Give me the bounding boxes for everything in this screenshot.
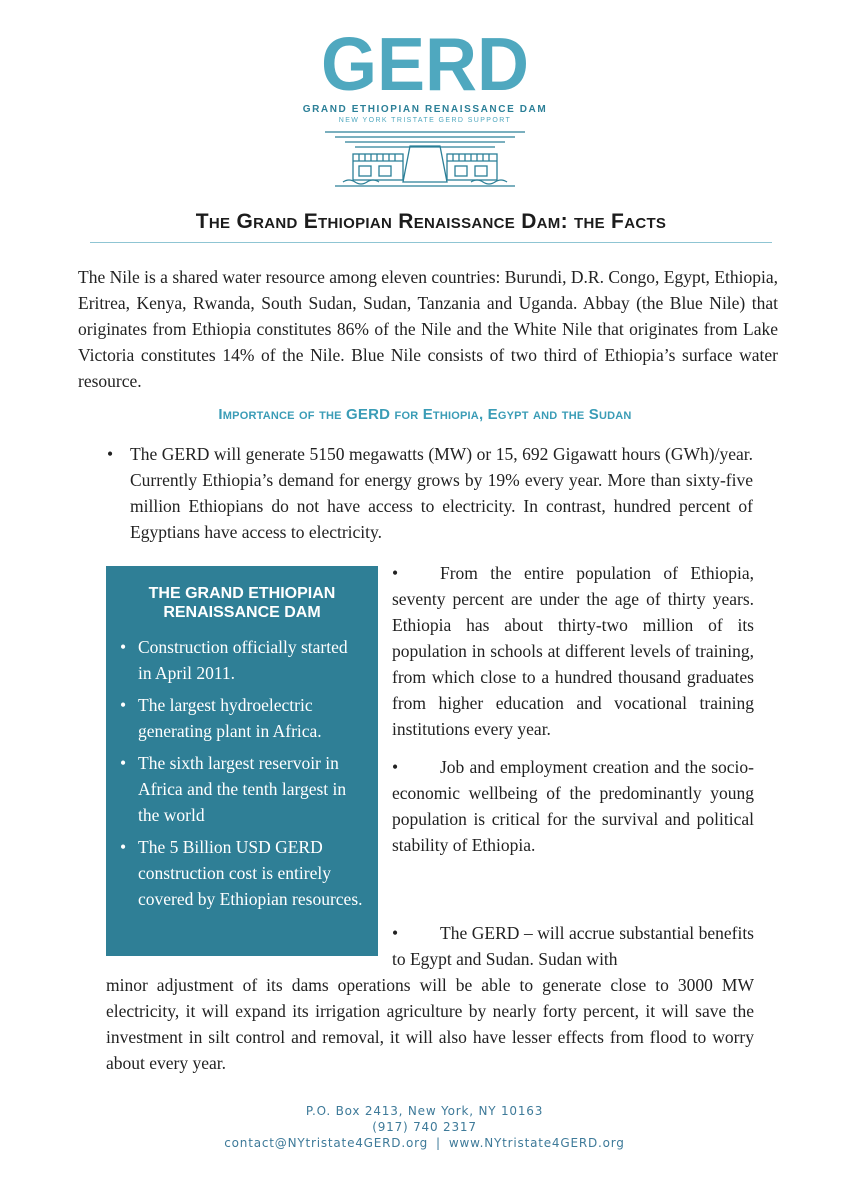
jobs-bullet-text: Job and employment creation and the socio-economic wellbeing of the predominantly young population is critical for the survival and political stability of Ethiopia. (392, 757, 754, 855)
footer-links (0, 1135, 849, 1151)
logo-subtitle: GRAND ETHIOPIAN RENAISSANCE DAM (302, 104, 548, 115)
callout-item: • The 5 Billion USD GERD construction cost is entirely covered by Ethiopian resources. (120, 834, 364, 912)
callout-item: • The sixth largest reservoir in Africa and the tenth largest in the world (120, 750, 364, 828)
bullet-icon: • (120, 753, 127, 773)
callout-item: • The largest hydroelectric generating plant in Africa. (120, 692, 364, 744)
footer-phone: (917) 740 2317 (372, 1120, 477, 1134)
population-bullet (392, 560, 754, 742)
gerd-facts-callout (106, 566, 378, 956)
benefits-bullet (392, 920, 754, 972)
callout-title: THE GRAND ETHIOPIAN RENAISSANCE DAM (148, 585, 336, 621)
intro-paragraph: The Nile is a shared water resource among eleven countries: Burundi, D.R. Congo, Egypt, Ethiopia, Eritrea, Kenya, Rwanda, South Sudan, Sudan, Tanzania and Uganda. Abbay (the Blue Nile) that originates from Ethiopia constitutes 86% of the Nile and the White Nile that originates from Lake Victoria constitutes 14% of the Nile. Blue Nile consists of two third of Ethiopia’s surface water resource. (78, 267, 778, 391)
footer-website[interactable]: www.NYtristate4GERD.org (448, 1136, 625, 1150)
bullet-icon: • (120, 837, 127, 857)
bullet-icon: • (120, 637, 127, 657)
footer-contact (0, 1103, 849, 1151)
logo-wordmark: GERD (320, 23, 530, 107)
section-heading: Importance of the GERD for Ethiopia, Egypt and the Sudan (218, 406, 632, 423)
energy-bullet-text: The GERD will generate 5150 megawatts (MW) or 15, 692 Gigawatt hours (GWh)/year. Currently Ethiopia’s demand for energy grows by 19% every year. More than sixty-five million Ethiopians do not have access to electricity. In contrast, hundred percent of Egyptians have access to electricity. (130, 444, 753, 542)
population-bullet-text: From the entire population of Ethiopia, seventy percent are under the age of thirty years. Ethiopia has about thirty-two million of its population in schools at different levels of training, from which close to a hundred thousand graduates from higher education and vocational training institutions every year. (392, 563, 754, 739)
footer-address: P.O. Box 2413, New York, NY 10163 (305, 1104, 544, 1118)
footer-email[interactable]: contact@NYtristate4GERD.org (224, 1136, 429, 1150)
gerd-logo (300, 23, 550, 190)
callout-item: • Construction officially started in April 2011. (120, 634, 364, 686)
jobs-bullet (392, 754, 754, 858)
benefits-bullet-start: The GERD – will accrue substantial benefits to Egypt and Sudan. Sudan with (392, 923, 754, 969)
logo-tagline: NEW YORK TRISTATE GERD SUPPORT (338, 117, 512, 124)
title-divider (90, 242, 772, 243)
bullet-icon: • (107, 444, 114, 464)
callout-list (120, 634, 364, 912)
bullet-icon: • (392, 563, 399, 583)
page-title: The Grand Ethiopian Renaissance Dam: the Facts (195, 210, 667, 233)
footer-separator: | (436, 1136, 441, 1150)
right-column (392, 560, 754, 870)
energy-bullet (107, 441, 753, 545)
benefits-bullet-continued: minor adjustment of its dams operations will be able to generate close to 3000 MW electricity, it will expand its irrigation agriculture by nearly forty percent, it will save the investment in silt control and removal, it will also have lesser effects from flood to worry about every year. (106, 975, 754, 1073)
dam-illustration-icon (315, 128, 535, 190)
bullet-icon: • (392, 923, 399, 943)
bullet-icon: • (120, 695, 127, 715)
bullet-icon: • (392, 757, 399, 777)
